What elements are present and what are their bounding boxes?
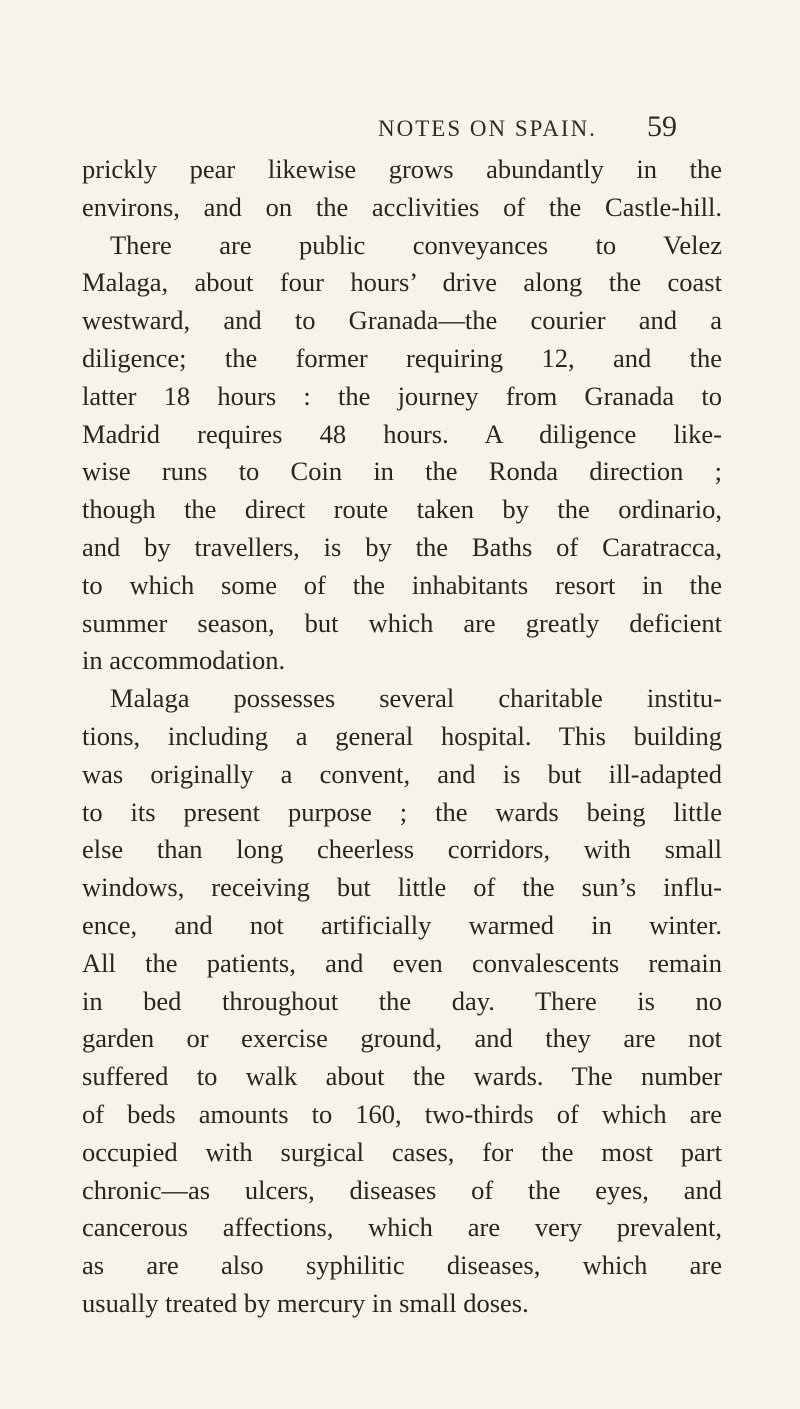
text-line: garden or exercise ground, and they are not: [82, 1023, 722, 1054]
text-line: westward, and to Granada—the courier and a: [82, 305, 722, 336]
text-line: though the direct route taken by the ordinario,: [82, 494, 722, 525]
text-line: to its present purpose ; the wards being little: [82, 796, 722, 827]
text-line: in bed throughout the day. There is no: [82, 985, 722, 1016]
text-line: All the patients, and even convalescents remain: [82, 947, 722, 978]
text-line: summer season, but which are greatly deficient: [82, 607, 722, 638]
page-number: 59: [647, 110, 677, 143]
text-line: was originally a convent, and is but ill-adapted: [82, 758, 722, 789]
text-line: tions, including a general hospital. This building: [82, 720, 722, 751]
text-line: Malaga, about four hours’ drive along the coast: [82, 267, 722, 298]
text-line: to which some of the inhabitants resort in the: [82, 569, 722, 600]
text-line: wise runs to Coin in the Ronda direction ;: [82, 456, 722, 487]
text-line: Madrid requires 48 hours. A diligence like-: [82, 418, 722, 449]
text-line: occupied with surgical cases, for the most part: [82, 1136, 722, 1167]
text-line: prickly pear likewise grows abundantly in the: [82, 154, 722, 184]
text-line: Malaga possesses several charitable institu-: [110, 683, 722, 714]
text-line: There are public conveyances to Velez: [110, 229, 722, 260]
text-line: suffered to walk about the wards. The number: [82, 1061, 722, 1092]
text-line: ence, and not artificially warmed in winter.: [82, 909, 722, 940]
text-line: environs, and on the acclivities of the Castle-hill.: [82, 191, 722, 222]
text-line: of beds amounts to 160, two-thirds of which are: [82, 1098, 722, 1129]
text-line: and by travellers, is by the Baths of Caratracca,: [82, 531, 722, 562]
text-line: usually treated by mercury in small doses.: [82, 1287, 529, 1318]
text-line: diligence; the former requiring 12, and the: [82, 342, 722, 373]
text-line: cancerous affections, which are very prevalent,: [82, 1212, 722, 1243]
running-head: NOTES ON SPAIN.: [378, 116, 597, 141]
text-line: as are also syphilitic diseases, which are: [82, 1250, 722, 1281]
text-line: in accommodation.: [82, 645, 286, 676]
body-text: [82, 151, 722, 1323]
text-line: chronic—as ulcers, diseases of the eyes, and: [82, 1174, 722, 1205]
text-line: latter 18 hours : the journey from Granada to: [82, 380, 722, 411]
text-line: windows, receiving but little of the sun’s influ-: [82, 872, 722, 903]
text-line: else than long cheerless corridors, with small: [82, 834, 722, 865]
